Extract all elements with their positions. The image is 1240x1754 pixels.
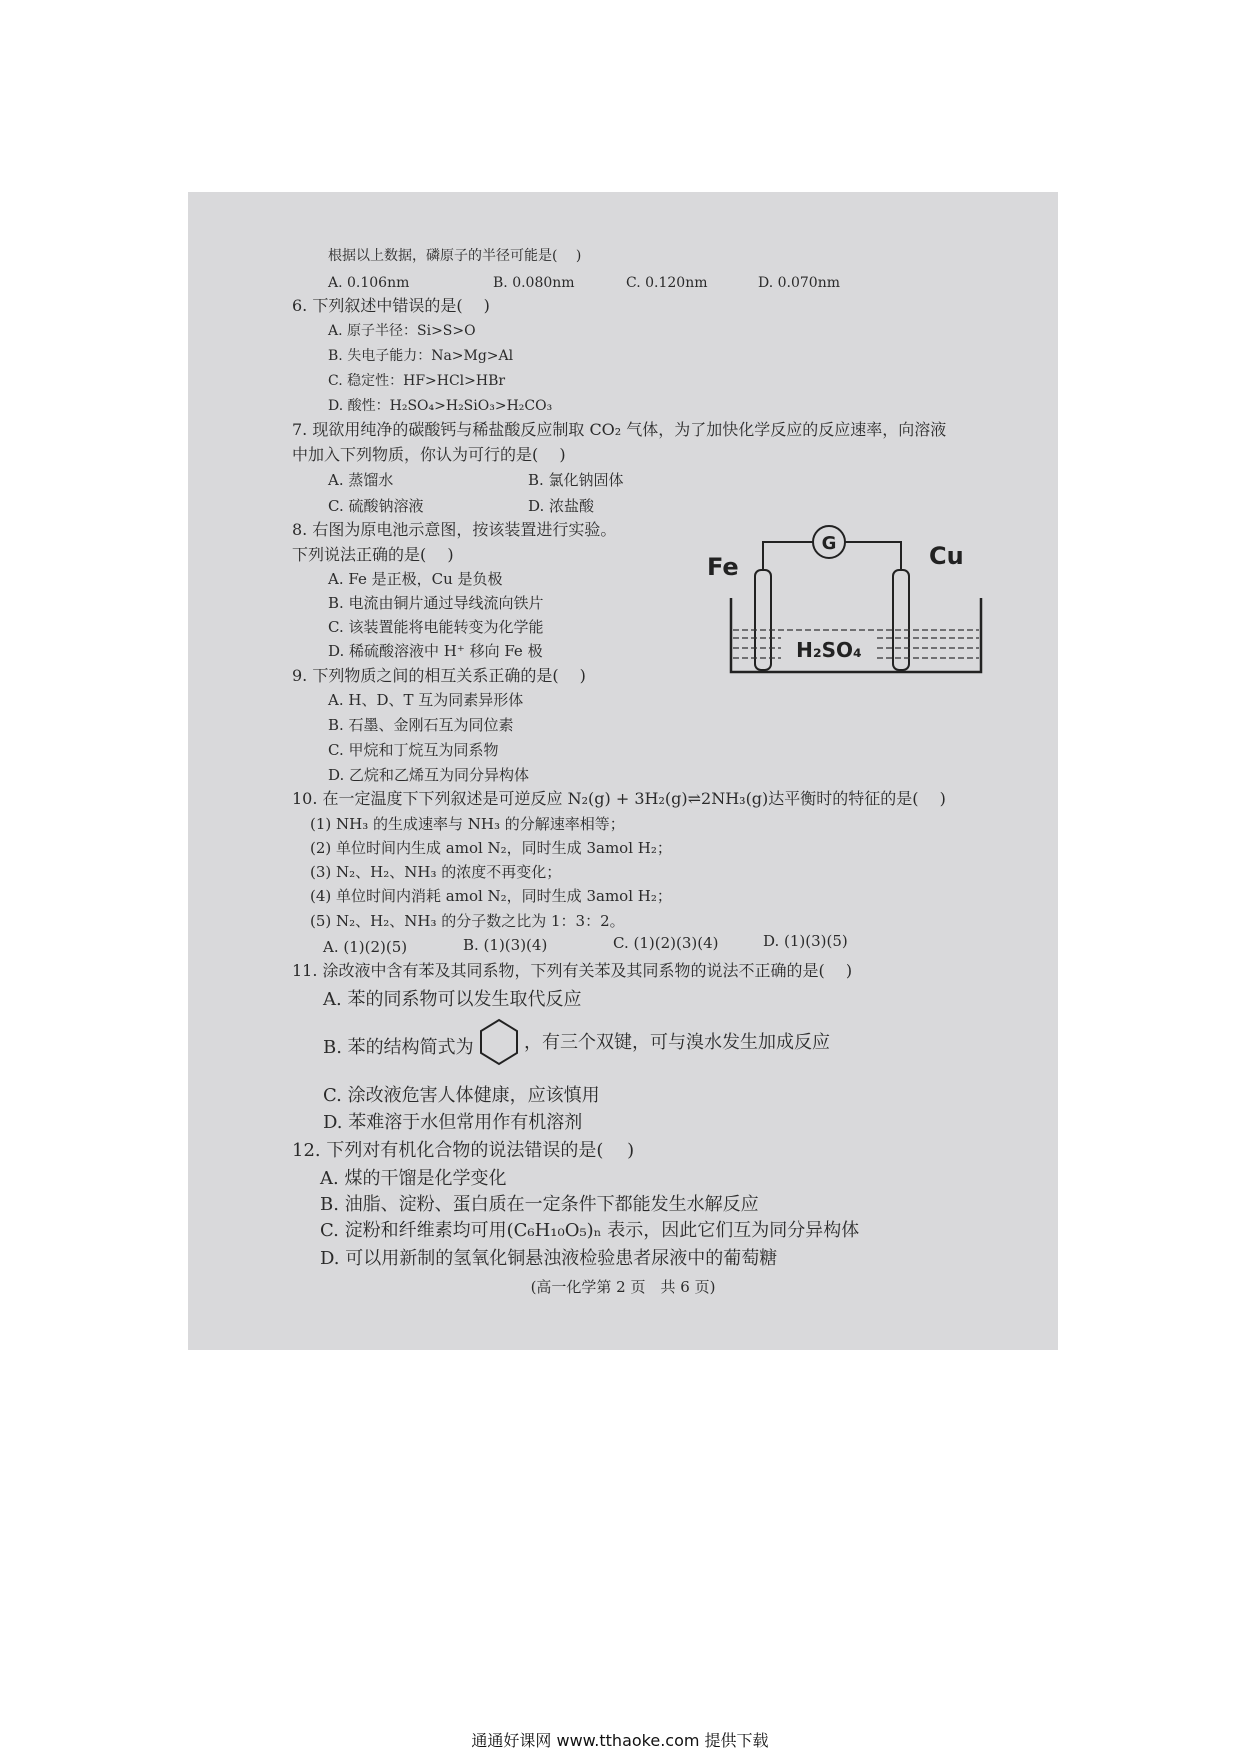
q10-item-3: (3) N₂、H₂、NH₃ 的浓度不再变化； [310,863,562,881]
fe-electrode-label: Fe [707,553,739,581]
q7-option-b: B. 氯化钠固体 [528,471,624,489]
q9-stem: 9. 下列物质之间的相互关系正确的是( ) [292,666,586,685]
q11-option-a: A. 苯的同系物可以发生取代反应 [323,989,582,1010]
q11-option-d: D. 苯难溶于水但常用作有机溶剂 [323,1112,583,1133]
q6-option-b: B. 失电子能力：Na>Mg>Al [328,348,514,364]
q12-option-a: A. 煤的干馏是化学变化 [320,1168,507,1189]
galvanic-cell-diagram [703,512,1003,677]
q10-item-2: (2) 单位时间内生成 amol N₂，同时生成 3amol H₂； [310,839,672,857]
q8-option-c: C. 该装置能将电能转变为化学能 [328,618,544,636]
q8-option-d: D. 稀硫酸溶液中 H⁺ 移向 Fe 极 [328,642,543,660]
q11-option-c: C. 涂改液危害人体健康，应该慎用 [323,1085,600,1106]
q10-option-d: D. (1)(3)(5) [763,932,848,950]
q8-option-b: B. 电流由铜片通过导线流向铁片 [328,594,544,612]
q5-option-d: D. 0.070nm [758,275,840,291]
q6-option-d: D. 酸性：H₂SO₄>H₂SiO₃>H₂CO₃ [328,398,553,414]
q9-option-a: A. H、D、T 互为同素异形体 [328,691,524,709]
q5-option-b: B. 0.080nm [493,275,575,291]
q10-stem: 10. 在一定温度下下列叙述是可逆反应 N₂(g) + 3H₂(g)⇌2NH₃(g)达平衡时的特征的是( ) [292,789,946,808]
q11-stem: 11. 涂改液中含有苯及其同系物，下列有关苯及其同系物的说法不正确的是( ) [292,961,853,980]
q7-option-d: D. 浓盐酸 [528,497,595,515]
q7-option-c: C. 硫酸钠溶液 [328,497,424,515]
q7-stem-line1: 7. 现欲用纯净的碳酸钙与稀盐酸反应制取 CO₂ 气体，为了加快化学反应的反应速率，向溶液 [292,420,947,439]
q10-option-a: A. (1)(2)(5) [323,938,408,956]
q12-stem: 12. 下列对有机化合物的说法错误的是( ) [292,1140,635,1161]
q10-option-b: B. (1)(3)(4) [463,936,548,954]
q8-option-a: A. Fe 是正极，Cu 是负极 [328,570,503,588]
q7-stem-line2: 中加入下列物质，你认为可行的是( ) [292,445,566,464]
q5-option-c: C. 0.120nm [626,275,708,291]
q9-option-b: B. 石墨、金刚石互为同位素 [328,716,514,734]
q9-option-d: D. 乙烷和乙烯互为同分异构体 [328,766,530,784]
scanned-page [188,192,1058,1350]
q5-option-a: A. 0.106nm [328,275,410,291]
benzene-structure-icon [478,1018,520,1066]
solution-label: H₂SO₄ [796,638,862,662]
cu-electrode [893,570,909,670]
fe-electrode [755,570,771,670]
q6-option-a: A. 原子半径：Si>S>O [328,323,476,339]
q10-item-5: (5) N₂、H₂、NH₃ 的分子数之比为 1：3：2。 [310,912,625,930]
q9-option-c: C. 甲烷和丁烷互为同系物 [328,741,499,759]
q6-option-c: C. 稳定性：HF>HCl>HBr [328,373,506,389]
q11-option-b-suffix: ，有三个双键，可与溴水发生加成反应 [524,1032,830,1053]
page-number-footer: (高一化学第 2 页 共 6 页) [530,1278,716,1296]
q7-option-a: A. 蒸馏水 [328,471,394,489]
cu-electrode-label: Cu [929,542,964,570]
q8-stem-line1: 8. 右图为原电池示意图，按该装置进行实验。 [292,520,617,539]
q10-item-1: (1) NH₃ 的生成速率与 NH₃ 的分解速率相等； [310,815,625,833]
galvanometer-label: G [821,533,837,554]
q8-stem-line2: 下列说法正确的是( ) [292,545,454,564]
q12-option-c: C. 淀粉和纤维素均可用(C₆H₁₀O₅)ₙ 表示，因此它们互为同分异构体 [320,1220,860,1241]
q12-option-b: B. 油脂、淀粉、蛋白质在一定条件下都能发生水解反应 [320,1194,759,1215]
q5-stem: 根据以上数据，磷原子的半径可能是( ) [328,248,582,264]
q10-item-4: (4) 单位时间内消耗 amol N₂，同时生成 3amol H₂； [310,887,672,905]
q10-option-c: C. (1)(2)(3)(4) [613,934,719,952]
q12-option-d: D. 可以用新制的氢氧化铜悬浊液检验患者尿液中的葡萄糖 [320,1248,778,1269]
q11-option-b-prefix: B. 苯的结构简式为 [323,1037,474,1058]
site-download-footer: 通通好课网 www.tthaoke.com 提供下载 [471,1731,769,1750]
q6-stem: 6. 下列叙述中错误的是( ) [292,296,490,315]
